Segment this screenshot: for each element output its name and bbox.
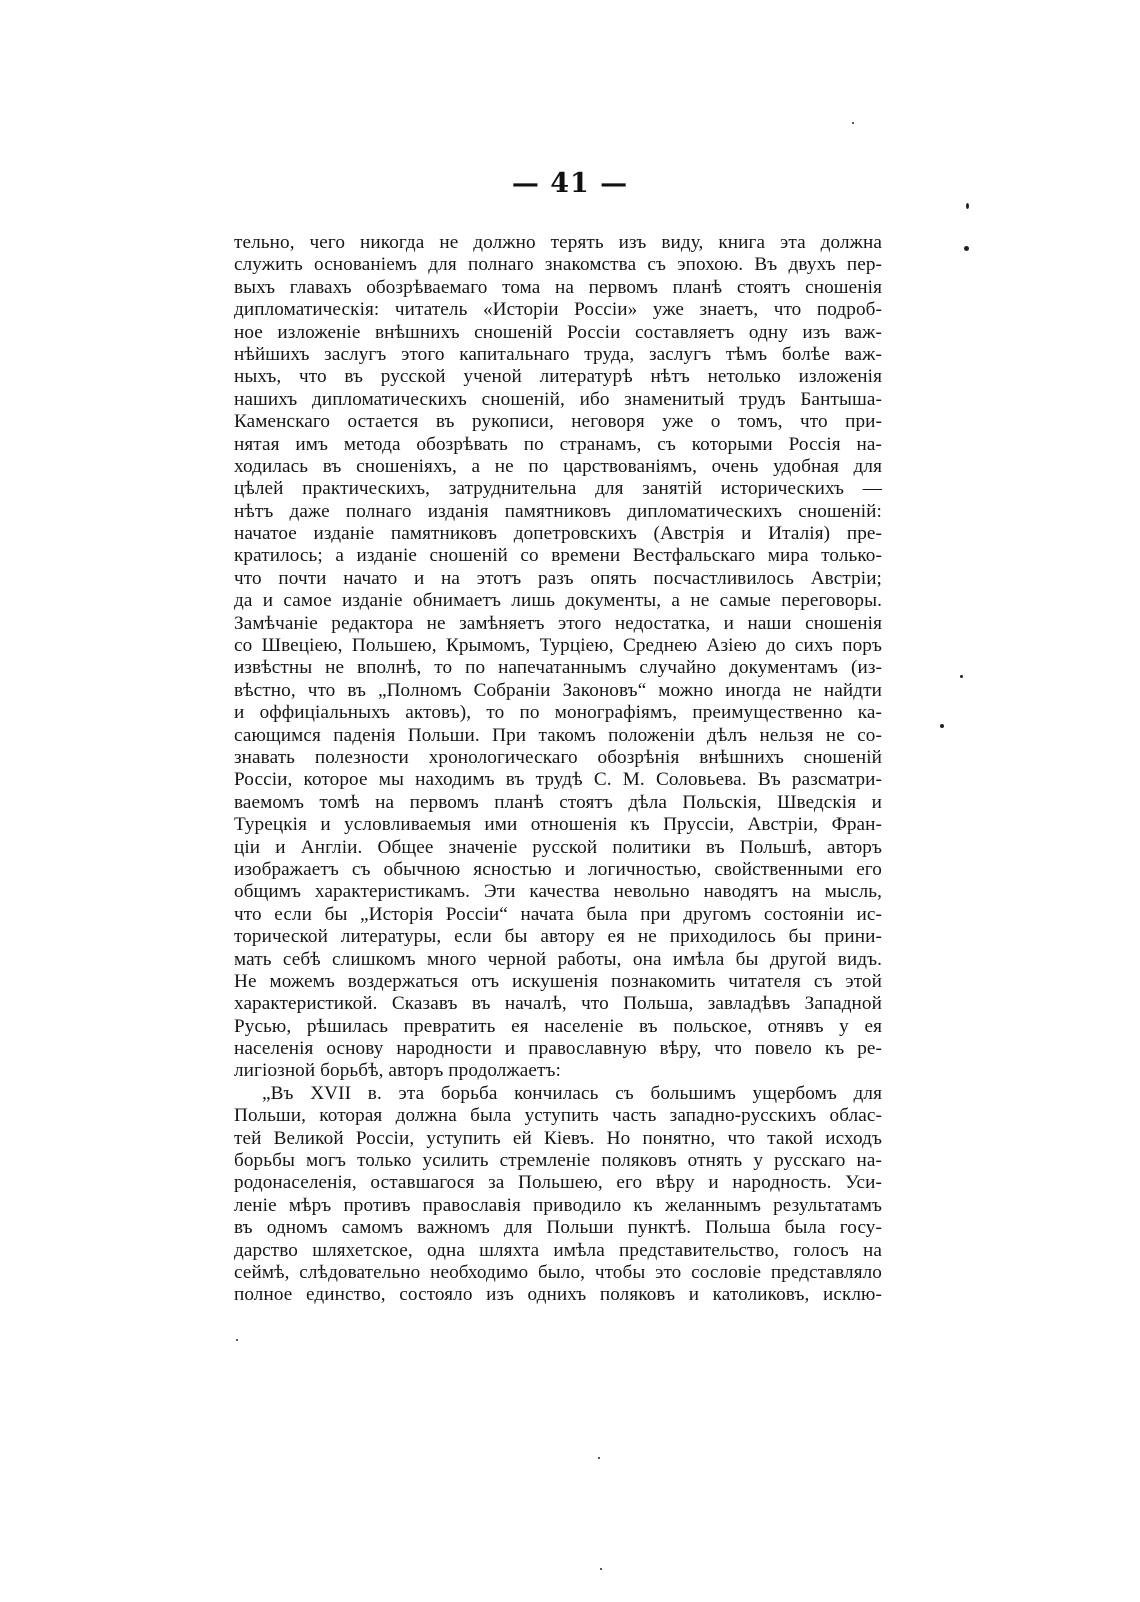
text-line: родонаселенія, оставшагося за Польшею, его вѣру и народность. Уси- <box>234 1172 882 1194</box>
text-line: Польши, которая должна была уступить часть западно-русскихъ облас- <box>234 1105 882 1127</box>
text-line: тей Великой Россіи, уступить ей Кіевъ. Но понятно, что такой исходъ <box>234 1127 882 1149</box>
text-line: общимъ характеристикамъ. Эти качества невольно наводятъ на мысль, <box>234 881 882 903</box>
text-line: лигіозной борьбѣ, авторъ продолжаетъ: <box>234 1060 561 1082</box>
text-line: нѣйшихъ заслугъ этого капитальнаго труда, заслугъ тѣмъ болѣе важ- <box>234 343 882 365</box>
text-line: Россіи, которое мы находимъ въ трудѣ С. М. Соловьева. Въ разсматри- <box>234 769 882 791</box>
text-line: торической литературы, если бы автору ея не приходилось бы прини- <box>234 926 882 948</box>
text-line: нашихъ дипломатическихъ сношеній, ибо знаменитый трудъ Бантыша- <box>234 388 882 410</box>
text-line: вѣстно, что въ „Полномъ Собраніи Законовъ“ можно иногда не найдти <box>234 679 882 701</box>
text-line: нятая имъ метода обозрѣвать по странамъ, съ которыми Россія на- <box>234 433 882 455</box>
text-line: кратилось; а изданіе сношеній со времени Вестфальскаго мира только- <box>234 545 882 567</box>
text-line: выхъ главахъ обозрѣваемаго тома на первомъ планѣ стоятъ сношенія <box>234 276 882 298</box>
text-line: леніе мѣръ противъ православія приводило къ желаннымъ результатамъ <box>234 1194 882 1216</box>
text-line: сеймѣ, слѣдовательно необходимо было, чтобы это сословіе представляло <box>234 1261 882 1283</box>
text-line: служить основаніемъ для полнаго знакомства съ эпохою. Въ двухъ пер- <box>234 254 882 276</box>
text-line: мать себѣ слишкомъ много черной работы, она имѣла бы другой видъ. <box>234 948 882 970</box>
scan-speck <box>600 1568 602 1570</box>
text-line: да и самое изданіе обнимаетъ лишь документы, а не самые переговоры. <box>234 590 882 612</box>
text-line: въ одномъ самомъ важномъ для Польши пунктѣ. Польша была госу- <box>234 1217 882 1239</box>
text-line: ное изложеніе внѣшнихъ сношеній Россіи составляетъ одну изъ важ- <box>234 321 882 343</box>
scan-speck <box>960 675 963 678</box>
scan-speck <box>598 1457 600 1459</box>
scan-speck <box>852 122 854 124</box>
text-line: Не можемъ воздержаться отъ искушенія познакомить читателя съ этой <box>234 970 882 992</box>
scan-speck <box>966 203 969 209</box>
text-line: и оффиціальныхъ актовъ), то по монографіямъ, преимущественно ка- <box>234 702 882 724</box>
text-line: Замѣчаніе редактора не замѣняетъ этого недостатка, и наши сношенія <box>234 612 882 634</box>
text-line: цѣлей практическихъ, затруднительна для занятій историческихъ — <box>234 478 882 500</box>
text-line: дипломатическія: читатель «Исторіи Россіи» уже знаетъ, что подроб- <box>234 299 882 321</box>
text-line: изображаетъ съ обычною ясностью и логичностью, свойственными его <box>234 858 882 880</box>
scan-speck <box>236 1339 238 1341</box>
text-line: дарство шляхетское, одна шляхта имѣла представительство, голосъ на <box>234 1239 882 1261</box>
text-line: со Швеціею, Польшею, Крымомъ, Турціею, Среднею Азіею до сихъ поръ <box>234 635 882 657</box>
text-line: сающимся паденія Польши. При такомъ положеніи дѣлъ нельзя не со- <box>234 724 882 746</box>
text-line: ходилась въ сношеніяхъ, а не по царствованіямъ, очень удобная для <box>234 455 882 477</box>
text-line: извѣстны не вполнѣ, то по напечатаннымъ случайно документамъ (из- <box>234 657 882 679</box>
text-line: что почти начато и на этотъ разъ опять посчастливилось Австріи; <box>234 567 882 589</box>
text-line: Русью, рѣшилась превратить ея населеніе въ польское, отнявъ у ея <box>234 1015 882 1037</box>
text-line: ціи и Англіи. Общее значеніе русской политики въ Польшѣ, авторъ <box>234 836 882 858</box>
text-line: знавать полезности хронологическаго обозрѣнія внѣшнихъ сношеній <box>234 746 882 768</box>
text-line: полное единство, состояло изъ однихъ поляковъ и католиковъ, исклю- <box>234 1284 882 1306</box>
text-line: ваемомъ томѣ на первомъ планѣ стоятъ дѣла Польскія, Шведскія и <box>234 791 882 813</box>
text-line: тельно, чего никогда не должно терять изъ виду, книга эта должна <box>234 232 882 253</box>
text-line: ныхъ, что въ русской ученой литературѣ нѣтъ нетолько изложенія <box>234 366 882 388</box>
text-line: что если бы „Исторія Россіи“ начата была при другомъ состояніи ис- <box>234 903 882 925</box>
text-line: характеристикой. Сказавъ въ началѣ, что Польша, завладѣвъ Западной <box>234 993 882 1015</box>
text-line: населенія основу народности и православную вѣру, что повело къ ре- <box>234 1038 882 1060</box>
text-line: начатое изданіе памятниковъ допетровскихъ (Австрія и Италія) пре- <box>234 523 882 545</box>
scan-speck <box>964 246 969 251</box>
text-line: борьбы могъ только усилить стремленіе поляковъ отнять у русскаго на- <box>234 1150 882 1172</box>
page-number: — 41 — <box>511 168 629 199</box>
scan-speck <box>940 724 944 728</box>
body-text <box>234 232 882 1307</box>
text-line: Турецкія и условливаемыя ими отношенія къ Пруссіи, Австріи, Фран- <box>234 814 882 836</box>
text-line: „Въ XVII в. эта борьба кончилась съ большимъ ущербомъ для <box>262 1082 882 1104</box>
text-line: Каменскаго остается въ рукописи, неговоря уже о томъ, что при- <box>234 411 882 433</box>
text-line: нѣтъ даже полнаго изданія памятниковъ дипломатическихъ сношеній: <box>234 500 882 522</box>
